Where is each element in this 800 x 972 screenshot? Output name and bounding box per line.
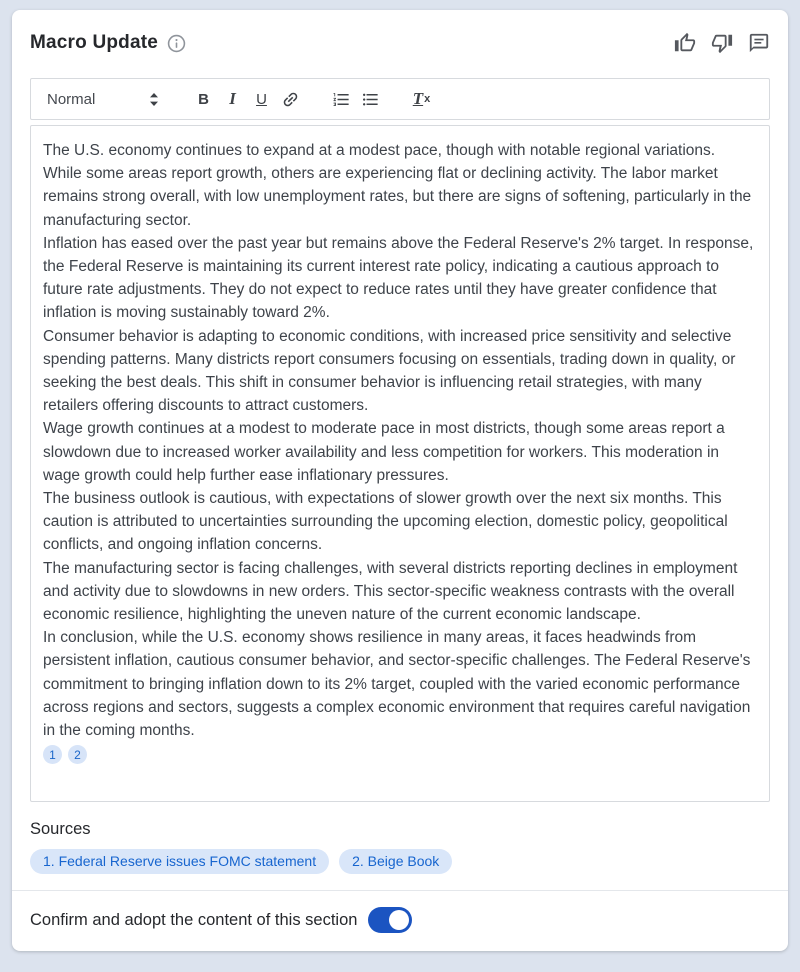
underline-button[interactable]: U: [256, 90, 267, 108]
updown-arrows-icon: [149, 92, 159, 107]
editor-paragraph[interactable]: Wage growth continues at a modest to moderate pace in most districts, though some areas report a slowdown due to increased worker availability and less competition for workers. This moderation in wage growth could help further ease inflationary pressures.: [43, 420, 725, 484]
bullet-list-icon: [361, 90, 380, 109]
macro-update-card: [12, 10, 788, 951]
citation-badge-1[interactable]: 1: [43, 745, 62, 764]
ordered-list-icon: [332, 90, 351, 109]
bold-button[interactable]: B: [198, 90, 209, 108]
editor-paragraph[interactable]: The business outlook is cautious, with expectations of slower growth over the next six months. This caution is attributed to uncertainties surrounding the upcoming election, domestic policy, geopolitical conflicts, and ongoing inflation concerns.: [43, 490, 728, 554]
card-header: [30, 30, 770, 56]
clear-formatting-button[interactable]: T x: [412, 89, 431, 108]
confirm-label: Confirm and adopt the content of this section: [30, 910, 358, 929]
editor-content[interactable]: [30, 125, 770, 802]
editor-paragraph[interactable]: The manufacturing sector is facing challenges, with several districts reporting declines in employment and activity due to slowdowns in new orders. This sector-specific weakness contrasts with the overall economic resilience, highlighting the uneven nature of the current economic landscape.: [43, 559, 738, 624]
sources-label: Sources: [30, 820, 91, 838]
thumbs-up-icon[interactable]: [674, 32, 696, 54]
page-title: Macro Update: [30, 32, 159, 53]
clean-group: [407, 85, 436, 113]
citation-badge-2[interactable]: 2: [68, 745, 87, 764]
editor-paragraph[interactable]: The U.S. economy continues to expand at a modest pace, though with notable regional variations. While some areas report growth, others are experiencing flat or declining activity. The labor market remains strong overall, with low unemployment rates, but there are signs of softening, particularly in the manufacturing sector.: [43, 142, 752, 229]
format-selector[interactable]: [47, 91, 159, 108]
format-buttons: [189, 85, 305, 113]
sources-list: [30, 849, 770, 874]
toggle-knob: [389, 910, 409, 930]
italic-button[interactable]: I: [229, 89, 236, 108]
editor-toolbar: [30, 78, 770, 120]
editor-paragraph[interactable]: Consumer behavior is adapting to economic conditions, with increased price sensitivity and selective spending patterns. Many districts report consumers focusing on essentials, trading down in quality, or seeking the best deals. This shift in consumer behavior is influencing retail strategies, with many retailers offering discounts to attract customers.: [43, 327, 736, 415]
bullet-list-button[interactable]: [356, 85, 385, 113]
source-pill-fomc[interactable]: 1. Federal Reserve issues FOMC statement: [30, 849, 329, 874]
link-icon: [277, 86, 304, 113]
list-buttons: [327, 85, 385, 113]
confirm-row: [30, 907, 770, 933]
source-pill-beige-book[interactable]: 2. Beige Book: [339, 849, 452, 874]
thumbs-down-icon[interactable]: [711, 32, 733, 54]
divider: [12, 890, 788, 891]
link-button[interactable]: [276, 85, 305, 113]
editor-paragraph[interactable]: In conclusion, while the U.S. economy shows resilience in many areas, it faces headwinds from persistent inflation, cautious consumer behavior, and sector-specific challenges. The Federal Reserve's commitment to bringing inflation down to its 2% target, coupled with the varied economic performance across regions and sectors, suggests a complex economic environment that requires careful navigation in the coming months.: [43, 629, 751, 740]
confirm-toggle[interactable]: [368, 907, 412, 933]
editor-paragraph[interactable]: Inflation has eased over the past year but remains above the Federal Reserve's 2% target. In response, the Federal Reserve is maintaining its current interest rate policy, indicating a cautious approach to future rate adjustments. They do not expect to reduce rates until they have greater confidence that inflation is moving sustainably toward 2%.: [43, 234, 754, 322]
format-selector-value: Normal: [47, 90, 96, 108]
citation-badges: [43, 745, 757, 764]
feedback-actions: [674, 32, 770, 54]
comment-icon[interactable]: [748, 32, 770, 54]
info-icon[interactable]: [167, 34, 186, 53]
ordered-list-button[interactable]: [327, 85, 356, 113]
